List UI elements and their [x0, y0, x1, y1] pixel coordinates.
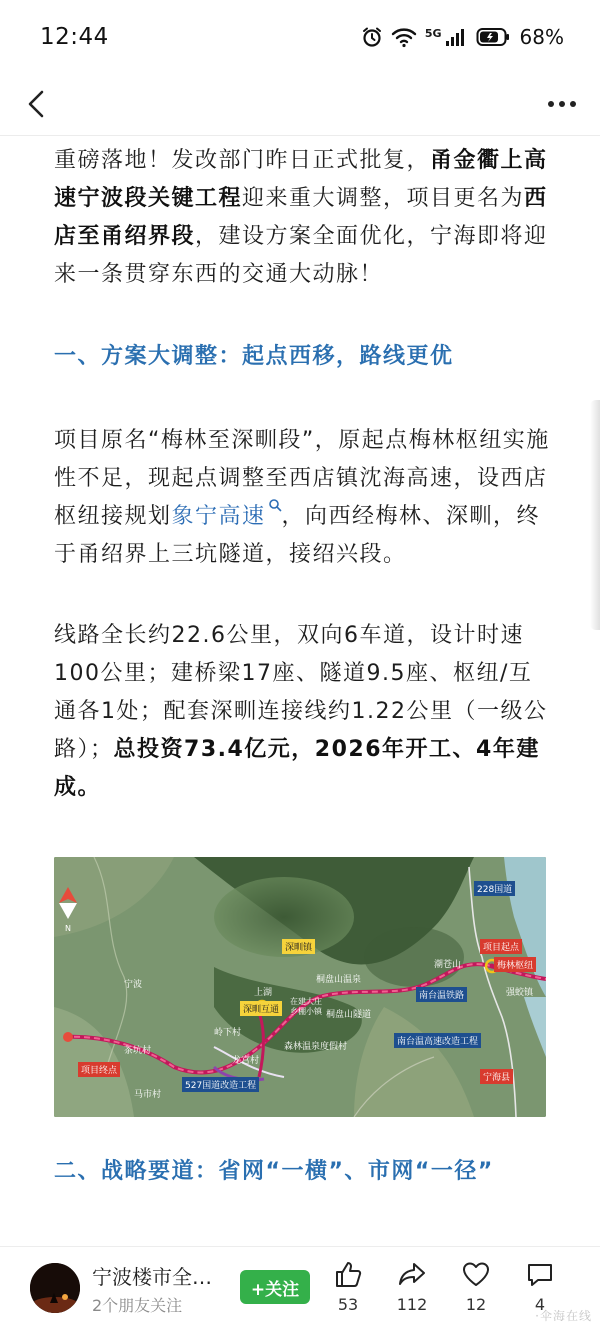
section-heading-1: 一、方案大调整：起点西移，路线更优 [54, 344, 454, 369]
paragraph-specs [54, 617, 550, 807]
map-label-shenzhen-ic: 深甽互通 [240, 1001, 282, 1016]
map-label-mashi: 马市村 [134, 1090, 162, 1100]
map-label-nantai2: 南台温高速改造工程 [394, 1033, 481, 1048]
link-text: 象宁高速 [171, 504, 266, 529]
network-label: 5G [424, 27, 442, 40]
map-label-chayuan: 茶坑村 [124, 1046, 152, 1056]
chevron-left-icon [25, 89, 47, 119]
map-label-longgong: 龙宫村 [232, 1056, 260, 1066]
friend-follow-count: 2个朋友关注 [92, 1296, 183, 1315]
share-count: 112 [396, 1295, 428, 1314]
like-count: 53 [337, 1295, 359, 1314]
map-label-start: 项目起点 [480, 939, 522, 954]
nav-bar [0, 74, 600, 136]
heart-icon [461, 1259, 491, 1289]
edge-shadow [590, 400, 600, 630]
like-button[interactable] [318, 1259, 378, 1329]
map-label-senlin: 森林温泉度假村 [284, 1042, 348, 1052]
article-content [54, 136, 554, 1246]
text: ，向西经梅林、深甽，终于甬绍界上三坑隧道，接绍兴段。 [54, 504, 541, 567]
status-bar [0, 0, 600, 74]
map-label-qiangjiao: 强蛟镇 [506, 988, 534, 998]
more-options-button[interactable] [540, 82, 584, 126]
map-label-end: 项目终点 [78, 1062, 120, 1077]
map-label-g228: 228国道 [474, 881, 515, 896]
map-label-tongpan-spa: 桐盘山温泉 [316, 975, 362, 985]
search-icon [268, 498, 282, 512]
bottom-action-bar [0, 1246, 600, 1332]
wifi-icon [391, 26, 417, 48]
link-xiangning-expressway[interactable] [172, 504, 282, 529]
map-label-g527: 527国道改造工程 [182, 1077, 259, 1092]
text: 迎来重大调整，项目更名为 [242, 186, 525, 211]
bold-text: 总投资73.4亿元，2026年开工、4年建成。 [54, 737, 540, 800]
share-button[interactable] [382, 1259, 442, 1329]
author-name[interactable]: 宁波楼市全… [92, 1265, 212, 1289]
map-label-lingxia: 岭下村 [214, 1028, 242, 1038]
alarm-icon [361, 26, 383, 48]
map-label-shanghu: 上湖 [254, 988, 273, 998]
more-icon [547, 100, 577, 108]
signal-icon [444, 26, 468, 48]
route-map-image[interactable] [54, 857, 546, 1117]
share-arrow-icon [397, 1259, 427, 1289]
comment-count: 4 [534, 1295, 546, 1314]
watermark: ·伞海在线 [535, 1309, 592, 1323]
text: 项目原名“梅林至深甽段”，原起点梅林枢纽实施性不足，现起点调整至西店镇沈海高速，设西店枢纽接规划 [54, 428, 550, 529]
text: 重磅落地！发改部门昨日正式批复， [54, 148, 431, 173]
map-label-nantai: 南台温铁路 [416, 987, 467, 1002]
status-icons [361, 25, 564, 49]
author-avatar[interactable] [30, 1263, 80, 1313]
follow-button[interactable]: +关注 [240, 1270, 310, 1304]
section-heading-2: 二、战略要道：省网“一横”、市网“一径” [54, 1159, 494, 1184]
favorite-button[interactable] [446, 1259, 506, 1329]
map-label-meilin-hub: 梅林枢纽 [494, 957, 536, 972]
text: 线路全长约22.6公里，双向6车道，设计时速100公里；建桥梁17座、隧道9.5座、枢纽/互通各1处；配套深甽连接线约1.22公里（一级公路）； [54, 623, 548, 762]
battery-percent: 68% [519, 25, 564, 49]
bold-text: 甬金衢上高速宁波段关键工程 [54, 148, 548, 211]
favorite-count: 12 [465, 1295, 487, 1314]
map-label-tongpan-tunnel: 桐盘山隧道 [326, 1010, 372, 1020]
status-time: 12:44 [40, 24, 109, 50]
paragraph-route [54, 422, 550, 574]
avatar-image [30, 1263, 80, 1313]
map-label-zaixi: 在建大庄 乡棚小镇 [290, 997, 322, 1016]
map-label-shenzhen: 深甽镇 [282, 939, 315, 954]
battery-icon [476, 26, 510, 48]
comment-icon [525, 1259, 555, 1289]
paragraph-intro [54, 142, 550, 294]
svg-text:N: N [65, 924, 71, 933]
map-label-ninghai: 宁海县 [480, 1069, 513, 1084]
map-label-chaoshan: 潮苍山 [434, 960, 462, 970]
back-button[interactable] [14, 82, 58, 126]
thumbs-up-icon [333, 1259, 363, 1289]
bold-text: 西店至甬绍界段 [54, 186, 548, 249]
text: ，建设方案全面优化，宁海即将迎来一条贯穿东西的交通大动脉！ [54, 224, 548, 287]
map-label-ningbo: 宁波 [124, 980, 143, 990]
